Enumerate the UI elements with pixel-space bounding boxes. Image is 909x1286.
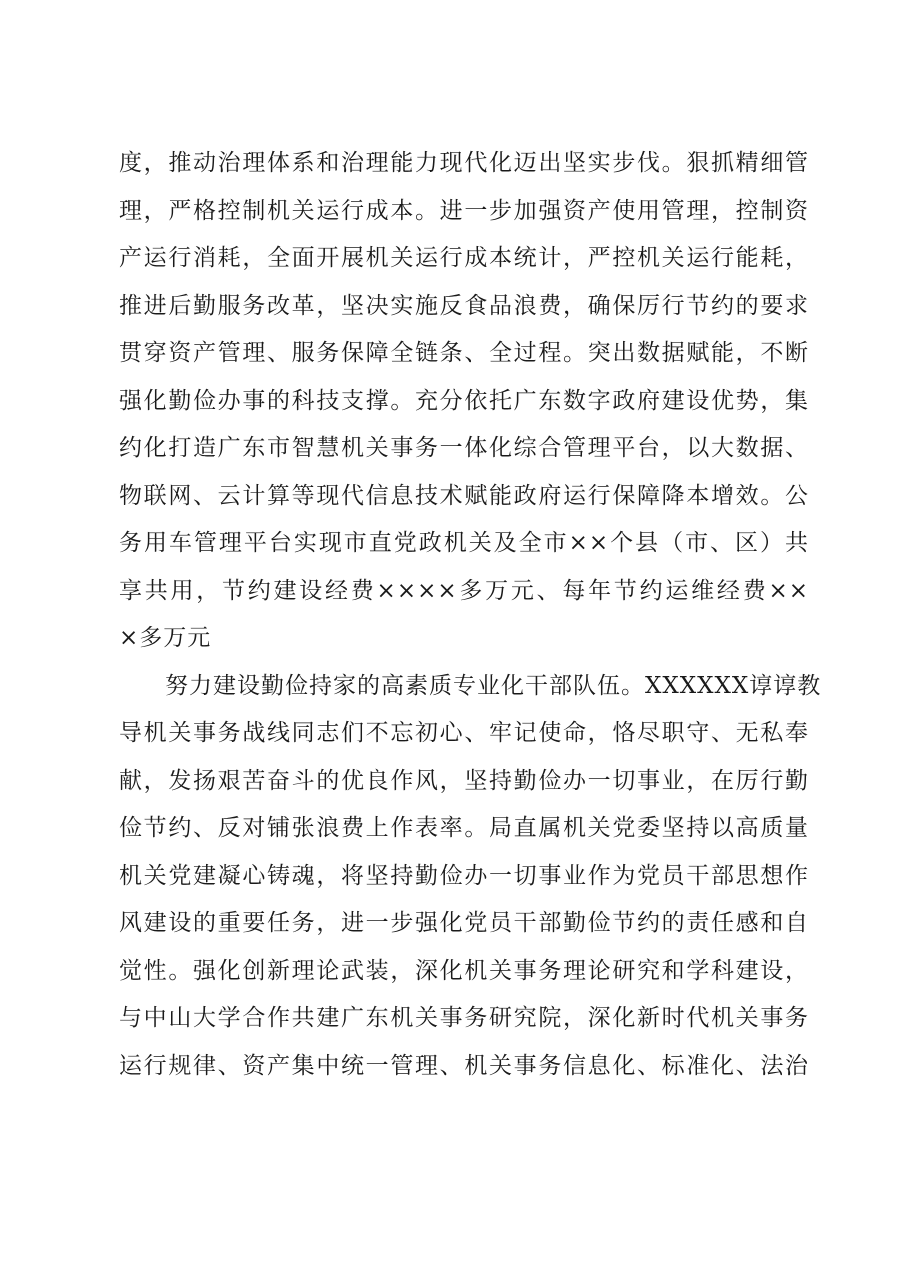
paragraph-line: 产运行消耗，全面开展机关运行成本统计，严控机关运行能耗， [119,245,809,271]
paragraph-line: 风建设的重要任务，进一步强化党员干部勤俭节约的责任感和自 [119,910,809,936]
paragraph-line: 物联网、云计算等现代信息技术赋能政府运行保障降本增效。公 [119,482,809,509]
paragraph-line: 运行规律、资产集中统一管理、机关事务信息化、标准化、法治 [119,1052,809,1079]
paragraph-line: 强化勤俭办事的科技支撑。充分依托广东数字政府建设优势，集 [119,387,809,414]
paragraph-line: 贯穿资产管理、服务保障全链条、全过程。突出数据赋能，不断 [119,340,809,366]
paragraph-line: 约化打造广东市智慧机关事务一体化综合管理平台，以大数据、 [119,435,809,461]
paragraph-line: 享共用，节约建设经费××××多万元、每年节约运维经费×× [119,577,809,604]
paragraph-line: 努力建设勤俭持家的高素质专业化干部队伍。XXXXXX谆谆教 [165,672,822,699]
paragraph-line: 度，推动治理体系和治理能力现代化迈出坚实步伐。狠抓精细管 [119,150,809,176]
paragraph-line: 觉性。强化创新理论武装，深化机关事务理论研究和学科建设， [119,957,809,984]
paragraph-line: 推进后勤服务改革，坚决实施反食品浪费，确保厉行节约的要求 [119,292,809,319]
paragraph-line: 与中山大学合作共建广东机关事务研究院，深化新时代机关事务 [119,1005,809,1031]
paragraph-line: 机关党建凝心铸魂，将坚持勤俭办一切事业作为党员干部思想作 [119,862,809,889]
document-body [119,140,822,1090]
paragraph-line: 俭节约、反对铺张浪费上作表率。局直属机关党委坚持以高质量 [119,815,809,841]
paragraph-line: 务用车管理平台实现市直党政机关及全市××个县（市、区）共 [119,530,809,556]
paragraph-1 [119,140,809,663]
paragraph-line: 理，严格控制机关运行成本。进一步加强资产使用管理，控制资 [119,197,809,224]
paragraph-2 [119,663,822,1091]
paragraph-line: 献，发扬艰苦奋斗的优良作风，坚持勤俭办一切事业，在厉行勤 [119,767,809,794]
paragraph-line: 导机关事务战线同志们不忘初心、牢记使命，恪尽职守、无私奉 [119,720,809,746]
paragraph-line: ×多万元 [119,625,212,651]
